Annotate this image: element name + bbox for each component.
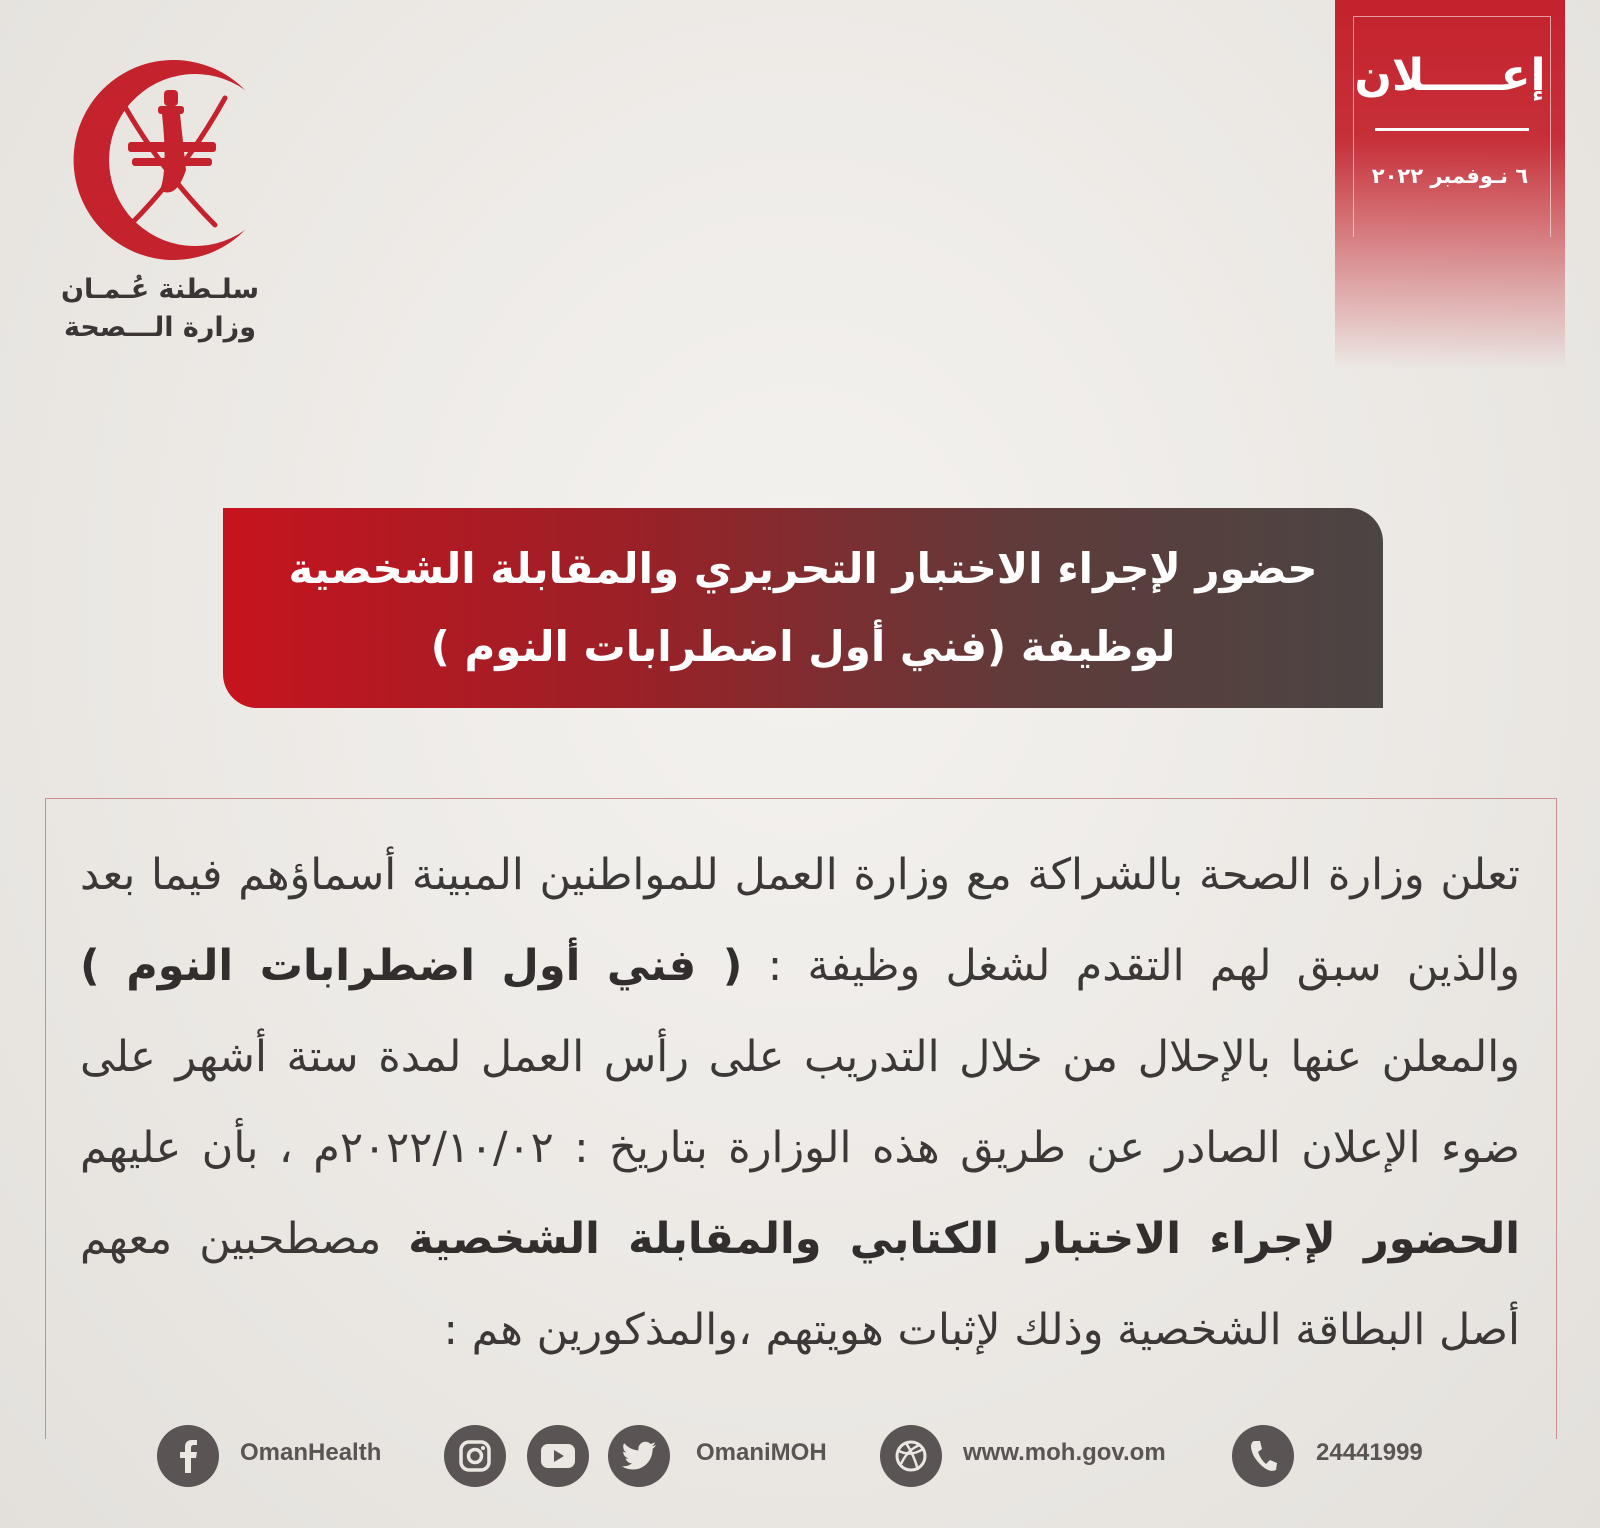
body-attendance-note: الحضور لإجراء الاختبار الكتابي والمقابلة الشخصية	[408, 1214, 1520, 1264]
banner-title-line1: حضور لإجراء الاختبار التحريري والمقابلة الشخصية	[288, 544, 1318, 593]
logo-country-name: سلـطنة عُـمـان	[60, 274, 260, 305]
instagram-icon[interactable]	[444, 1425, 506, 1487]
youtube-icon[interactable]	[527, 1425, 589, 1487]
banner-title-line2: لوظيفة (فني أول اضطرابات النوم )	[430, 622, 1176, 671]
title-banner	[223, 508, 1383, 708]
announcement-date: ٦ نـوفمبر ٢٠٢٢	[1371, 164, 1529, 188]
body-text-part2: والمعلن عنها بالإحلال من خلال التدريب على رأس العمل لمدة ستة أشهر على ضوء الإعلان الصادر عن طريق هذه الوزارة بتاريخ : ٢٠٢٢/١٠/٠٢م ، بأن عليهم	[80, 1032, 1520, 1173]
logo-ministry-name: وزارة الـــصحة	[64, 312, 256, 343]
oman-emblem-icon	[40, 50, 280, 270]
announcement-tab	[1335, 0, 1565, 370]
body-text-part3: مصطحبين معهم أصل البطاقة الشخصية وذلك لإثبات هويتهم ،والمذكورين هم :	[80, 1214, 1520, 1355]
web-globe-icon[interactable]	[880, 1425, 942, 1487]
phone-number[interactable]: 24441999	[1316, 1439, 1423, 1466]
ministry-logo	[40, 50, 280, 350]
phone-icon[interactable]	[1232, 1425, 1294, 1487]
announcement-body	[80, 830, 1520, 1376]
body-job-title: ( فني أول اضطرابات النوم )	[80, 941, 743, 991]
website-url[interactable]: www.moh.gov.om	[963, 1439, 1166, 1466]
facebook-icon[interactable]	[157, 1425, 219, 1487]
announcement-label: إعـــــلان	[1354, 50, 1546, 101]
tab-divider	[1375, 128, 1529, 131]
facebook-handle[interactable]: OmanHealth	[240, 1439, 382, 1466]
body-text-part1: تعلن وزارة الصحة بالشراكة مع وزارة العمل للمواطنين المبينة أسماؤهم فيما بعد والذين سبق لهم التقدم لشغل وظيفة :	[80, 850, 1520, 991]
social-handle[interactable]: OmaniMOH	[696, 1439, 827, 1466]
contact-footer	[0, 1425, 1600, 1489]
twitter-icon[interactable]	[608, 1425, 670, 1487]
